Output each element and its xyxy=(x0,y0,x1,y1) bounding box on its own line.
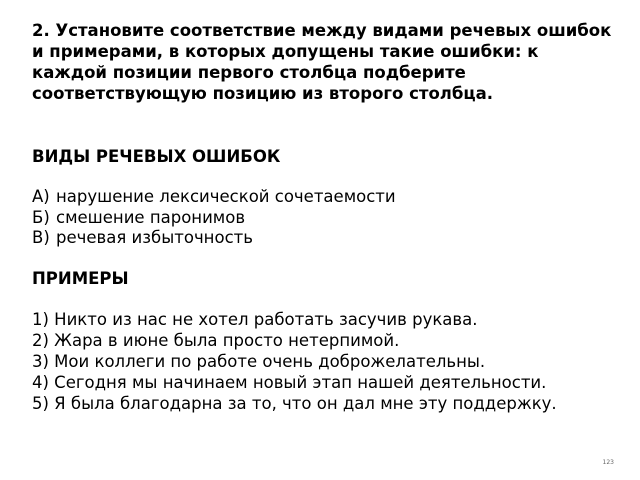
error-type-text: речевая избыточность xyxy=(56,228,253,247)
example-item: 5) Я была благодарна за то, что он дал мне эту поддержку. xyxy=(32,394,557,413)
examples-heading: ПРИМЕРЫ xyxy=(32,269,129,288)
error-type-letter: В) xyxy=(32,228,50,247)
example-item: 1) Никто из нас не хотел работать засучив рукава. xyxy=(32,310,478,329)
page-number: 123 xyxy=(602,459,614,466)
error-type-item xyxy=(32,228,396,249)
question-text: 2. Установите соответствие между видами речевых ошибок и примерами, в которых допущены такие ошибки: к каждой позиции первого столбца подберите соответствующую позицию из второго столбца. xyxy=(32,21,612,103)
error-type-letter: Б) xyxy=(32,207,50,227)
example-item: 2) Жара в июне была просто нетерпимой. xyxy=(32,331,400,350)
types-heading: ВИДЫ РЕЧЕВЫХ ОШИБОК xyxy=(32,147,281,166)
error-type-letter: А) xyxy=(32,187,50,206)
error-type-text: нарушение лексической сочетаемости xyxy=(56,187,396,206)
examples-list xyxy=(32,309,557,414)
example-item: 3) Мои коллеги по работе очень доброжелательны. xyxy=(32,352,486,371)
error-types-list xyxy=(32,187,396,249)
error-type-item xyxy=(32,208,396,229)
error-type-text: смешение паронимов xyxy=(56,207,246,227)
example-item: 4) Сегодня мы начинаем новый этап нашей деятельности. xyxy=(32,373,547,392)
error-type-item xyxy=(32,187,396,208)
